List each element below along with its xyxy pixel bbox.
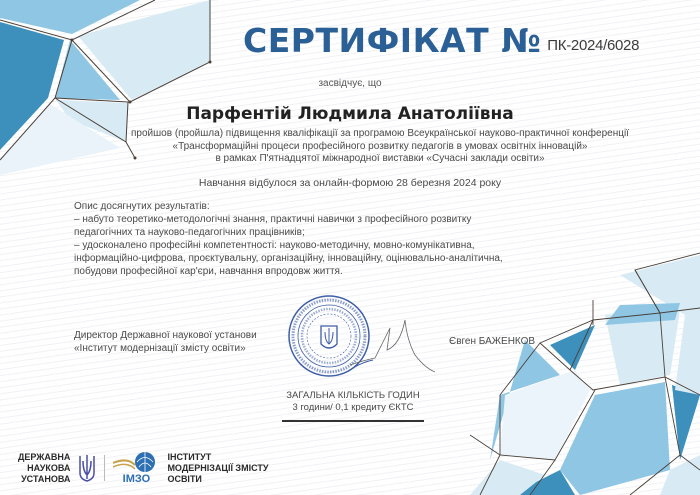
org-left-line: НАУКОВА <box>27 462 71 473</box>
certificate-title: СЕРТИФІКАТ № <box>243 21 542 60</box>
certificate-number: ПК-2024/6028 <box>547 37 640 54</box>
org-right-line: ОСВІТИ <box>167 473 202 484</box>
hours-underline <box>282 420 424 422</box>
imzo-abbreviation: ІМЗО <box>122 473 151 485</box>
recipient-name: Парфентій Людмила Анатоліївна <box>186 104 514 124</box>
results-line: – удосконалено професійні компетентності: науково-методичну, мовно-комунікативна, <box>74 240 475 251</box>
results-line: інформаційно-цифрова, проєктувальну, організаційну, інноваційну, оцінювально-аналітична, <box>74 253 503 264</box>
results-line: – набуто теоретико-методологічні знання, практичні навички з професійного розвитку <box>74 214 472 225</box>
org-left-line: УСТАНОВА <box>21 473 71 484</box>
program-line: пройшов (пройшла) підвищення кваліфікації за програмою Всеукраїнської науково-практичної конференції <box>131 128 629 139</box>
results-line: Опис досягнутих результатів: <box>74 201 210 212</box>
certifies-text: засвідчує, що <box>318 78 382 89</box>
director-line: «Інститут модернізації змісту освіти» <box>74 342 246 354</box>
logo-divider <box>104 455 105 481</box>
program-line: в рамках П'ятнадцятої міжнародної виставки «Сучасні заклади освіти» <box>215 153 545 164</box>
hours-value: 3 години/ 0,1 кредиту ЄКТС <box>292 402 414 413</box>
globe-icon <box>113 451 159 473</box>
director-line: Директор Державної наукової установи <box>74 330 257 341</box>
org-name-left <box>18 452 70 485</box>
total-hours <box>282 390 424 414</box>
imzo-logo <box>113 451 159 485</box>
hours-title: ЗАГАЛЬНА КІЛЬКІСТЬ ГОДИН <box>286 390 420 401</box>
ukraine-trident-icon <box>78 453 96 483</box>
results-line: побудови професійної кар'єри, навчання впродовж життя. <box>74 266 343 277</box>
signature-icon <box>345 310 435 380</box>
org-right-line: МОДЕРНІЗАЦІЇ ЗМІСТУ <box>167 462 269 473</box>
program-description <box>130 128 630 166</box>
results-line: педагогічних та науково-педагогічних працівників; <box>74 227 305 238</box>
footer-logos <box>18 451 268 485</box>
org-right-line: ІНСТИТУТ <box>167 451 212 462</box>
director-title <box>74 330 257 355</box>
study-info: Навчання відбулося за онлайн-формою 28 березня 2024 року <box>198 177 502 189</box>
certificate-header <box>243 21 640 60</box>
org-left-line: ДЕРЖАВНА <box>18 451 71 462</box>
results-description <box>74 200 503 278</box>
program-line: «Трансформаційні процеси професійного розвитку педагогів в умовах освітніх інновацій» <box>172 140 588 152</box>
signer-name: Євген БАЖЕНКОВ <box>449 336 536 347</box>
org-name-right <box>167 452 268 485</box>
